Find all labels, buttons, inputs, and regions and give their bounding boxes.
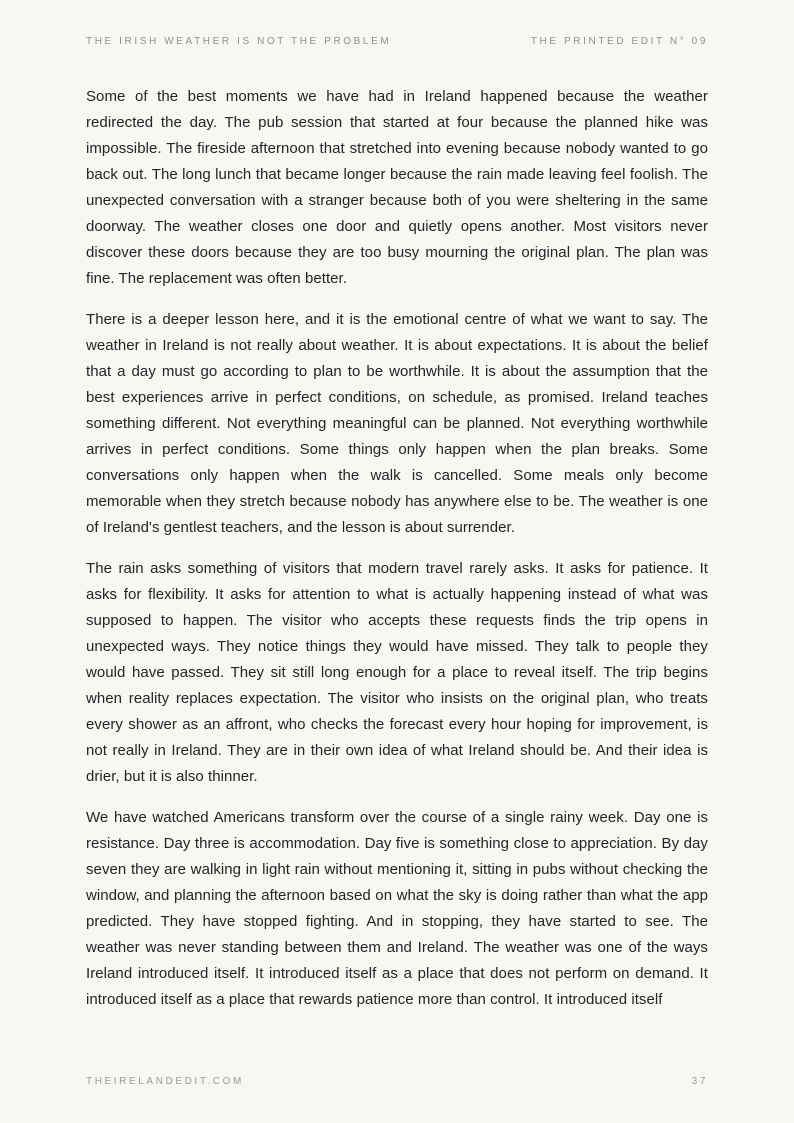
body-paragraph-4: We have watched Americans transform over the course of a single rainy week. Day one is resistance. Day three is accommodation. Day five is something close to appreciation. By day seven they are walking in light rain without mentioning it, sitting in pubs without checking the window, and planning the afternoon based on what the sky is doing rather than what the app predicted. They have stopped fighting. And in stopping, they have started to see. The weather was never standing between them and Ireland. The weather was one of the ways Ireland introduced itself. It introduced itself as a place that does not perform on demand. It introduced itself as a place that rewards patience more than control. It introduced itself [86,809,708,1008]
page-number: 37 [691,1076,708,1087]
footer-site-url: THEIRELANDEDIT.COM [86,1076,244,1087]
body-paragraph-1: Some of the best moments we have had in Ireland happened because the weather redirected the day. The pub session that started at four because the planned hike was impossible. The fireside afternoon that stretched into evening because nobody wanted to go back out. The long lunch that became longer because the rain made leaving feel foolish. The unexpected conversation with a stranger because both of you were sheltering in the same doorway. The weather closes one door and quietly opens another. Most visitors never discover these doors because they are too busy mourning the original plan. The plan was fine. The replacement was often better. [86,88,708,287]
running-header-title: THE IRISH WEATHER IS NOT THE PROBLEM [86,36,392,47]
body-paragraph-2: There is a deeper lesson here, and it is the emotional centre of what we want to say. The weather in Ireland is not really about weather. It is about expectations. It is about the belief that a day must go according to plan to be worthwhile. It is about the assumption that the best experiences arrive in perfect conditions, on schedule, as promised. Ireland teaches something different. Not everything meaningful can be planned. Not everything worthwhile arrives in perfect conditions. Some things only happen when the plan breaks. Some conversations only happen when the walk is cancelled. Some meals only become memorable when they stretch because nobody has anywhere else to be. The weather is one of Ireland's gentlest teachers, and the lesson is about surrender. [86,311,708,536]
page-footer [86,1076,708,1087]
running-header-edition: THE PRINTED EDIT N° 09 [530,36,708,47]
article-body [86,84,708,1028]
running-header [86,36,708,47]
body-paragraph-3: The rain asks something of visitors that modern travel rarely asks. It asks for patience. It asks for flexibility. It asks for attention to what is actually happening instead of what was supposed to happen. The visitor who accepts these requests finds the trip opens in unexpected ways. They notice things they would have missed. They talk to people they would have passed. They sit still long enough for a place to reveal itself. The trip begins when reality replaces expectation. The visitor who insists on the original plan, who treats every shower as an affront, who checks the forecast every hour hoping for improvement, is not really in Ireland. They are in their own idea of what Ireland should be. And their idea is drier, but it is also thinner. [86,560,708,785]
